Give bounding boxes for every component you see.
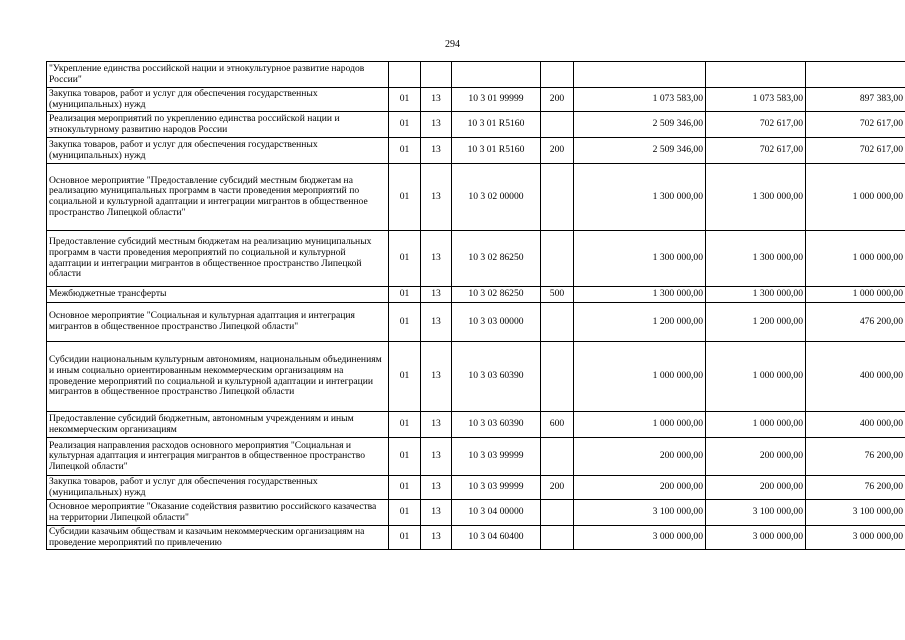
table-body (47, 62, 905, 550)
row-sum-1: 1 200 000,00 (574, 303, 706, 342)
row-ved (389, 62, 421, 88)
row-sum-2: 702 617,00 (706, 112, 806, 138)
row-ved: 01 (389, 287, 421, 303)
row-target-article: 10 3 03 60390 (452, 342, 541, 412)
row-sum-2: 1 300 000,00 (706, 231, 806, 287)
table-row (47, 287, 905, 303)
row-expense-type: 500 (541, 287, 574, 303)
row-sum-2: 3 100 000,00 (706, 500, 806, 526)
row-expense-type (541, 303, 574, 342)
row-sum-3: 897 383,00 (806, 88, 905, 112)
row-target-article: 10 3 04 00000 (452, 500, 541, 526)
row-sum-2: 1 300 000,00 (706, 287, 806, 303)
row-sum-2: 1 000 000,00 (706, 412, 806, 438)
row-name: Реализация направления расходов основного мероприятия "Социальная и культурная адаптация и интеграция мигрантов в общественное пространство Липецкой области" (47, 438, 389, 476)
budget-table (46, 61, 905, 550)
row-sum-1: 1 000 000,00 (574, 412, 706, 438)
row-razdel: 13 (421, 526, 452, 550)
row-razdel (421, 62, 452, 88)
table-row (47, 500, 905, 526)
row-target-article: 10 3 02 00000 (452, 164, 541, 231)
row-expense-type: 200 (541, 88, 574, 112)
row-sum-2: 1 000 000,00 (706, 342, 806, 412)
row-ved: 01 (389, 112, 421, 138)
row-expense-type (541, 526, 574, 550)
row-ved: 01 (389, 303, 421, 342)
row-razdel: 13 (421, 138, 452, 164)
row-sum-3: 3 100 000,00 (806, 500, 905, 526)
row-name: Основное мероприятие "Оказание содействия развитию российского казачества на территории Липецкой области" (47, 500, 389, 526)
row-razdel: 13 (421, 88, 452, 112)
row-target-article: 10 3 03 99999 (452, 438, 541, 476)
row-target-article: 10 3 04 60400 (452, 526, 541, 550)
table-row (47, 342, 905, 412)
table-row (47, 526, 905, 550)
row-sum-2: 200 000,00 (706, 476, 806, 500)
row-sum-1: 1 300 000,00 (574, 231, 706, 287)
row-sum-3: 1 000 000,00 (806, 231, 905, 287)
row-razdel: 13 (421, 303, 452, 342)
table-row (47, 476, 905, 500)
row-sum-2: 1 300 000,00 (706, 164, 806, 231)
row-sum-3: 1 000 000,00 (806, 287, 905, 303)
row-sum-1 (574, 62, 706, 88)
row-razdel: 13 (421, 164, 452, 231)
row-name: Субсидии казачьим обществам и казачьим некоммерческим организациям на проведение мероприятий по привлечению (47, 526, 389, 550)
row-expense-type (541, 438, 574, 476)
row-sum-2: 1 073 583,00 (706, 88, 806, 112)
row-expense-type (541, 500, 574, 526)
row-name: Межбюджетные трансферты (47, 287, 389, 303)
row-name: Предоставление субсидий бюджетным, автономным учреждениям и иным некоммерческим организациям (47, 412, 389, 438)
row-ved: 01 (389, 342, 421, 412)
row-sum-3: 702 617,00 (806, 138, 905, 164)
row-sum-3: 1 000 000,00 (806, 164, 905, 231)
row-sum-3: 76 200,00 (806, 438, 905, 476)
row-sum-1: 3 100 000,00 (574, 500, 706, 526)
row-razdel: 13 (421, 231, 452, 287)
row-target-article: 10 3 03 60390 (452, 412, 541, 438)
row-ved: 01 (389, 88, 421, 112)
row-target-article (452, 62, 541, 88)
row-sum-2 (706, 62, 806, 88)
table-row (47, 164, 905, 231)
table-row (47, 303, 905, 342)
row-target-article: 10 3 02 86250 (452, 231, 541, 287)
row-sum-3: 76 200,00 (806, 476, 905, 500)
row-sum-1: 200 000,00 (574, 438, 706, 476)
row-ved: 01 (389, 500, 421, 526)
row-target-article: 10 3 03 99999 (452, 476, 541, 500)
row-expense-type (541, 112, 574, 138)
row-sum-3 (806, 62, 905, 88)
row-sum-1: 1 300 000,00 (574, 164, 706, 231)
row-sum-3: 400 000,00 (806, 342, 905, 412)
page-number: 294 (445, 39, 460, 50)
row-ved: 01 (389, 231, 421, 287)
table-row (47, 62, 905, 88)
row-sum-3: 702 617,00 (806, 112, 905, 138)
row-sum-1: 3 000 000,00 (574, 526, 706, 550)
row-name: Закупка товаров, работ и услуг для обеспечения государственных (муниципальных) нужд (47, 138, 389, 164)
row-razdel: 13 (421, 438, 452, 476)
row-target-article: 10 3 01 R5160 (452, 138, 541, 164)
row-name: Предоставление субсидий местным бюджетам на реализацию муниципальных программ в части проведения мероприятий по социальной и культурной адаптации и интеграции мигрантов в общественное пространство Липецкой области (47, 231, 389, 287)
row-sum-3: 400 000,00 (806, 412, 905, 438)
row-name: Реализация мероприятий по укреплению единства российской нации и этнокультурному развитию народов России (47, 112, 389, 138)
row-razdel: 13 (421, 342, 452, 412)
row-target-article: 10 3 02 86250 (452, 287, 541, 303)
row-razdel: 13 (421, 412, 452, 438)
row-razdel: 13 (421, 287, 452, 303)
row-name: Закупка товаров, работ и услуг для обеспечения государственных (муниципальных) нужд (47, 476, 389, 500)
table-row (47, 88, 905, 112)
row-sum-1: 1 300 000,00 (574, 287, 706, 303)
row-expense-type (541, 164, 574, 231)
row-sum-2: 200 000,00 (706, 438, 806, 476)
row-ved: 01 (389, 164, 421, 231)
table-row (47, 138, 905, 164)
row-sum-1: 1 073 583,00 (574, 88, 706, 112)
table-row (47, 231, 905, 287)
row-name: "Укрепление единства российской нации и этнокультурное развитие народов России" (47, 62, 389, 88)
row-sum-1: 200 000,00 (574, 476, 706, 500)
row-target-article: 10 3 01 99999 (452, 88, 541, 112)
row-sum-2: 3 000 000,00 (706, 526, 806, 550)
row-sum-1: 1 000 000,00 (574, 342, 706, 412)
row-ved: 01 (389, 476, 421, 500)
row-name: Субсидии национальным культурным автономиям, национальным объединениям и иным социально ориентированным некоммерческим организациям на проведение мероприятий по социальной и культурной адаптации и интеграции мигрантов в общественное пространство Липецкой области (47, 342, 389, 412)
row-sum-2: 702 617,00 (706, 138, 806, 164)
table-row (47, 412, 905, 438)
row-expense-type: 200 (541, 138, 574, 164)
row-sum-1: 2 509 346,00 (574, 112, 706, 138)
row-expense-type (541, 62, 574, 88)
row-target-article: 10 3 01 R5160 (452, 112, 541, 138)
row-expense-type: 200 (541, 476, 574, 500)
row-ved: 01 (389, 138, 421, 164)
row-sum-3: 3 000 000,00 (806, 526, 905, 550)
row-ved: 01 (389, 438, 421, 476)
row-sum-3: 476 200,00 (806, 303, 905, 342)
table-row (47, 112, 905, 138)
row-razdel: 13 (421, 500, 452, 526)
row-sum-2: 1 200 000,00 (706, 303, 806, 342)
row-expense-type (541, 231, 574, 287)
row-ved: 01 (389, 526, 421, 550)
row-razdel: 13 (421, 476, 452, 500)
table-row (47, 438, 905, 476)
row-expense-type: 600 (541, 412, 574, 438)
row-name: Основное мероприятие "Предоставление субсидий местным бюджетам на реализацию муниципальных программ в части проведения мероприятий по социальной и культурной адаптации и интеграции мигрантов в общественное пространство Липецкой области" (47, 164, 389, 231)
row-sum-1: 2 509 346,00 (574, 138, 706, 164)
row-name: Закупка товаров, работ и услуг для обеспечения государственных (муниципальных) нужд (47, 88, 389, 112)
row-razdel: 13 (421, 112, 452, 138)
row-expense-type (541, 342, 574, 412)
row-ved: 01 (389, 412, 421, 438)
row-target-article: 10 3 03 00000 (452, 303, 541, 342)
row-name: Основное мероприятие "Социальная и культурная адаптация и интеграция мигрантов в общественное пространство Липецкой области" (47, 303, 389, 342)
